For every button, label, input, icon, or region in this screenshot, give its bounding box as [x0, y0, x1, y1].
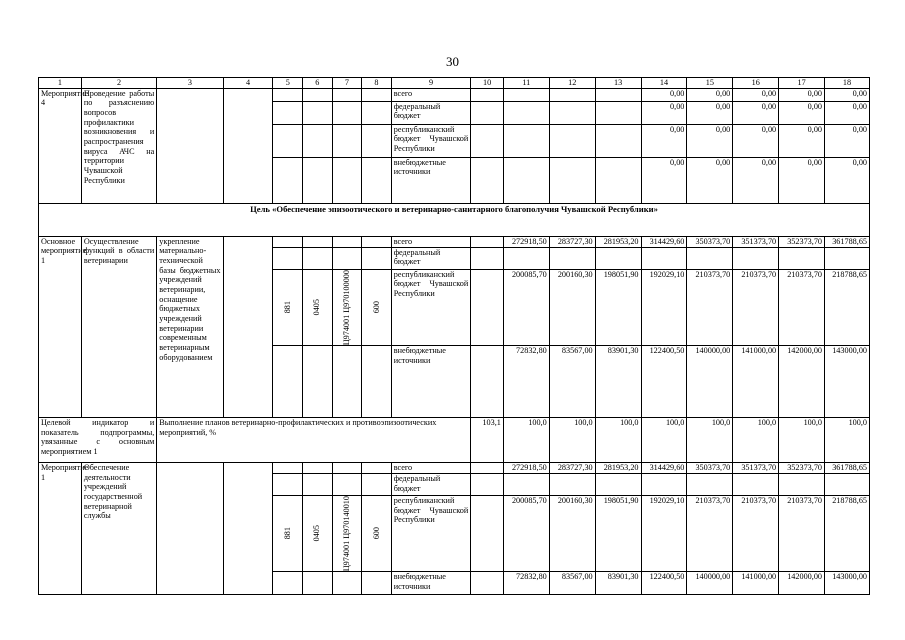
header-cell: 17: [779, 78, 825, 89]
event-name: Осуществление функций в области ветеринарии: [81, 236, 156, 417]
value-cell: 200085,70: [503, 495, 549, 571]
value-cell: 210373,70: [687, 269, 733, 345]
value-cell: 140000,00: [687, 345, 733, 417]
source-label: федеральный бюджет: [391, 473, 471, 495]
value-cell: 0,00: [687, 124, 733, 157]
value-cell: 122400,50: [641, 345, 687, 417]
value-cell: 281953,20: [595, 462, 641, 473]
table-row: [39, 236, 870, 247]
header-cell: 5: [273, 78, 303, 89]
source-label: внебюджетные источники: [391, 157, 471, 203]
header-cell: 4: [223, 78, 273, 89]
value-cell: 210373,70: [687, 495, 733, 571]
value-cell: 351373,70: [733, 236, 779, 247]
value-cell: 0,00: [825, 101, 870, 124]
event-name: Проведение работы по разъяснению вопросов профилактики возникновения и распространения вируса АЧС на территории Чувашской Республики: [81, 88, 156, 203]
value-cell: 192029,10: [641, 495, 687, 571]
code-type: 600: [362, 495, 392, 571]
header-cell: 11: [503, 78, 549, 89]
source-label: республиканский бюджет Чувашской Республики: [391, 269, 471, 345]
value-cell: 210373,70: [733, 495, 779, 571]
value-cell: 0,00: [825, 157, 870, 203]
value-cell: 200160,30: [549, 495, 595, 571]
value-cell: 283727,30: [549, 462, 595, 473]
event-label: Основное мероприятие 1: [39, 236, 82, 417]
indicator-row: [39, 417, 870, 462]
header-cell: 16: [733, 78, 779, 89]
value-cell: 0,00: [779, 157, 825, 203]
value-cell: 210373,70: [779, 269, 825, 345]
value-cell: 210373,70: [733, 269, 779, 345]
value-cell: 140000,00: [687, 572, 733, 595]
source-label: федеральный бюджет: [391, 247, 471, 269]
value-cell: 0,00: [687, 101, 733, 124]
value-cell: 0,00: [733, 101, 779, 124]
value-cell: 283727,30: [549, 236, 595, 247]
value-cell: 352373,70: [779, 236, 825, 247]
value-cell: 103,1: [471, 417, 504, 462]
table-row: [39, 88, 870, 101]
value-cell: 141000,00: [733, 345, 779, 417]
value-cell: 218788,65: [825, 495, 870, 571]
value-cell: 72832,80: [503, 572, 549, 595]
goal-row: [39, 203, 870, 236]
page-number: 30: [446, 54, 459, 69]
value-cell: 83567,00: [549, 345, 595, 417]
value-cell: 141000,00: [733, 572, 779, 595]
header-cell: 8: [362, 78, 392, 89]
value-cell: 0,00: [687, 157, 733, 203]
source-label: всего: [391, 462, 471, 473]
value-cell: 314429,60: [641, 236, 687, 247]
value-cell: 361788,65: [825, 236, 870, 247]
value-cell: 272918,50: [503, 236, 549, 247]
header-cell: 3: [157, 78, 223, 89]
value-cell: 350373,70: [687, 462, 733, 473]
header-cell: 7: [332, 78, 362, 89]
value-cell: 200085,70: [503, 269, 549, 345]
source-label: республиканский бюджет Чувашской Республики: [391, 495, 471, 571]
source-label: федеральный бюджет: [391, 101, 471, 124]
value-cell: 100,0: [503, 417, 549, 462]
value-cell: 0,00: [641, 88, 687, 101]
value-cell: 83901,30: [595, 572, 641, 595]
code-type: 600: [362, 269, 392, 345]
code-target: Ц974001 Ц970100000: [332, 269, 362, 345]
value-cell: 200160,30: [549, 269, 595, 345]
event-name: Обеспечение деятельности учреждений государственной ветеринарной службы: [81, 462, 156, 594]
header-cell: 18: [825, 78, 870, 89]
table-row: [39, 462, 870, 473]
code-grbs: 881: [273, 495, 303, 571]
value-cell: 142000,00: [779, 345, 825, 417]
indicator-text: Выполнение планов ветеринарно-профилактических и противоэпизоотических мероприятий, %: [157, 417, 471, 462]
budget-table: [38, 77, 870, 595]
value-cell: 0,00: [641, 101, 687, 124]
header-cell: 9: [391, 78, 471, 89]
code-section: 0405: [303, 495, 333, 571]
indicator-label: Целевой индикатор и показатель подпрограммы, увязанные с основным мероприятием 1: [39, 417, 157, 462]
value-cell: 0,00: [733, 124, 779, 157]
event-purpose: укрепление материально-технической базы бюджетных учреждений ветеринарии, оснащение бюджетных учреждений ветеринарии современным ветеринарным оборудованием: [157, 236, 223, 417]
value-cell: 198051,90: [595, 495, 641, 571]
value-cell: 0,00: [779, 88, 825, 101]
code-section: 0405: [303, 269, 333, 345]
value-cell: 100,0: [779, 417, 825, 462]
value-cell: 0,00: [733, 88, 779, 101]
value-cell: 0,00: [779, 124, 825, 157]
event-label: Мероприятие 4: [39, 88, 82, 203]
value-cell: 100,0: [595, 417, 641, 462]
source-label: внебюджетные источники: [391, 572, 471, 595]
code-grbs: 881: [273, 269, 303, 345]
header-cell: 14: [641, 78, 687, 89]
value-cell: 0,00: [641, 124, 687, 157]
value-cell: 361788,65: [825, 462, 870, 473]
value-cell: 142000,00: [779, 572, 825, 595]
code-target: Ц974001 Ц970140010: [332, 495, 362, 571]
value-cell: 143000,00: [825, 345, 870, 417]
header-cell: 2: [81, 78, 156, 89]
source-label: всего: [391, 88, 471, 101]
value-cell: 350373,70: [687, 236, 733, 247]
header-row: [39, 78, 870, 89]
header-cell: 10: [471, 78, 504, 89]
value-cell: 192029,10: [641, 269, 687, 345]
header-cell: 1: [39, 78, 82, 89]
value-cell: 218788,65: [825, 269, 870, 345]
value-cell: 0,00: [687, 88, 733, 101]
value-cell: 0,00: [825, 88, 870, 101]
source-label: республиканский бюджет Чувашской Республики: [391, 124, 471, 157]
value-cell: 210373,70: [779, 495, 825, 571]
value-cell: 83901,30: [595, 345, 641, 417]
value-cell: 100,0: [641, 417, 687, 462]
value-cell: 351373,70: [733, 462, 779, 473]
value-cell: 198051,90: [595, 269, 641, 345]
header-cell: 12: [549, 78, 595, 89]
value-cell: 0,00: [779, 101, 825, 124]
value-cell: 72832,80: [503, 345, 549, 417]
value-cell: 122400,50: [641, 572, 687, 595]
value-cell: 352373,70: [779, 462, 825, 473]
value-cell: 0,00: [825, 124, 870, 157]
value-cell: 0,00: [733, 157, 779, 203]
event-label: Мероприятие 1: [39, 462, 82, 594]
value-cell: 0,00: [641, 157, 687, 203]
goal-title: Цель «Обеспечение эпизоотического и ветеринарно-санитарного благополучия Чувашской Республики»: [39, 203, 870, 236]
value-cell: 100,0: [687, 417, 733, 462]
value-cell: 314429,60: [641, 462, 687, 473]
header-cell: 6: [303, 78, 333, 89]
value-cell: 100,0: [733, 417, 779, 462]
value-cell: 272918,50: [503, 462, 549, 473]
value-cell: 281953,20: [595, 236, 641, 247]
value-cell: 143000,00: [825, 572, 870, 595]
source-label: внебюджетные источники: [391, 345, 471, 417]
header-cell: 13: [595, 78, 641, 89]
value-cell: 100,0: [825, 417, 870, 462]
value-cell: 100,0: [549, 417, 595, 462]
source-label: всего: [391, 236, 471, 247]
header-cell: 15: [687, 78, 733, 89]
value-cell: 83567,00: [549, 572, 595, 595]
